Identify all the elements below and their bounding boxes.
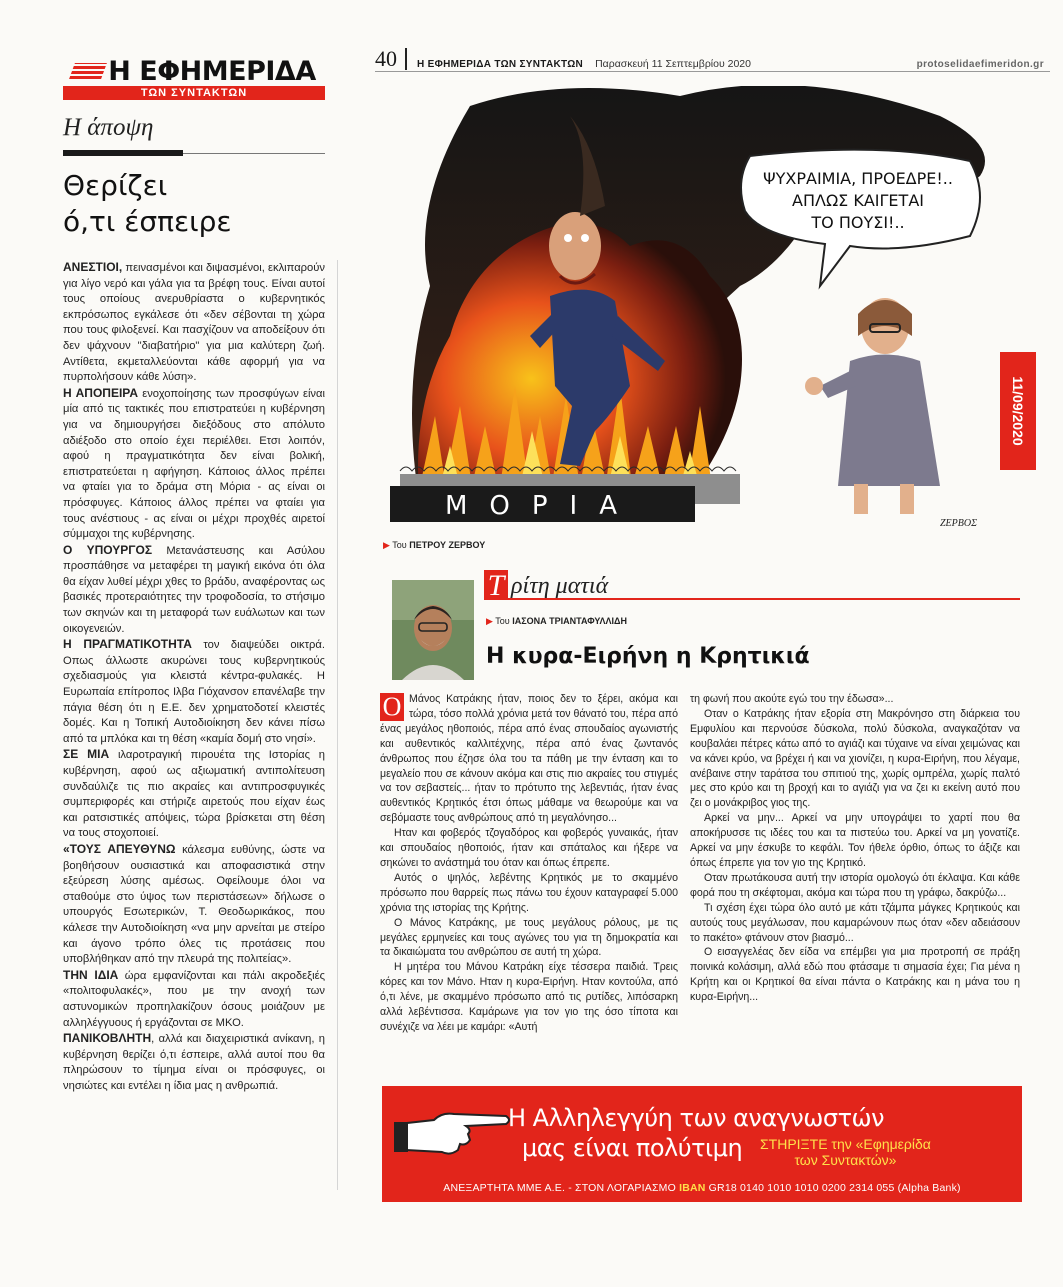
article-paragraph: Η μητέρα του Μάνου Κατράκη είχε τέσσερα παιδιά. Τρεις κόρες και τον Μάνο. Ηταν η κυρα-Ειρήνη. Ηταν κοντούλα, από ό,τι λένε, με σκαμμένο πρόσωπο από τις ρυτίδες, λιπόσαρκη αλλά λεβέντισσα. Καμάρωνε για τον γιο της όσο τίποτα και συνέχιζε να λέει με καμάρι: «Αυτή	[380, 961, 678, 1033]
editorial-paragraph: ΑΝΕΣΤΙΟΙ, πεινασμένοι και διψασμένοι, εκλιπαρούν για λίγο νερό και γάλα για τα βρέφη τους. Είναι αυτοί τους οποίους ανερυθρίαστα ο κυβερνητικός εκπρόσωπος εγκάλεσε ότι «δεν σέβονται τη χώρα που τους φιλοξενεί. Και πασχίζουν να αποδείξουν ότι δεν ψάχνουν "διαβατήριο" για μια καλύτερη ζωή. Αντίθετα, εκμεταλλεύονται κάθε αφορμή για να πυρπολήσουν κάθε λύση».	[63, 260, 325, 384]
article-paragraph: Αυτός ο ψηλός, λεβέντης Κρητικός με το σκαμμένο πρόσωπο που θαρρείς πως πάνω του έχουν καταγραφεί 5.000 χρόνια της ιστορίας της Κρήτης.	[380, 871, 678, 914]
editorial-paragraph: Ο ΥΠΟΥΡΓΟΣ Μετανάστευσης και Ασύλου προσπάθησε να μεταφέρει τη μαγική εικόνα ότι όλα θα είχαν λυθεί μέχρι χθες το βράδυ, αναφέροντας ως βασικές προτεραιότητες την τροφοδοσία, το στήσιμο των σκηνών και τη μεταφορά των ευάλωτων και των οικογενειών.	[63, 542, 325, 635]
iban-label: IBAN	[679, 1182, 706, 1194]
editorial-paragraph: ΤΗΝ ΙΔΙΑ ώρα εμφανίζονται και πάλι ακροδεξιές «πολιτοφυλακές», που με την ανοχή των αστυνομικών προπηλακίζουν όσους μοιάζουν με αλληλέγγυους ή εργάζονται σε ΜΚΟ.	[63, 967, 325, 1029]
solidarity-ad[interactable]	[382, 1086, 1022, 1202]
logo-stripes-icon	[69, 63, 107, 79]
article-paragraph: Τι σχέση έχει τώρα όλο αυτό με κάτι τζάμπα μάγκες Κρητικούς και αυτούς τους μεγάλωσαν, που καμαρώνουν πως όταν «δεν αδειάσουν το πακέτο» φτάνουν στον βιασμό...	[690, 901, 1020, 944]
newspaper-logo	[63, 56, 325, 100]
editorial-paragraph: Η ΑΠΟΠΕΙΡΑ ενοχοποίησης των προσφύγων είναι μία από τις τακτικές που επιστρατεύει η κυβέρνηση για να δημιουργήσει διεξόδους στο απόλυτο αδιέξοδο στο οποίο έχει περιέλθει. Ετσι λοιπόν, αφού η πραγματικότητα δεν είναι βολική, επιστρατεύεται η αφήγηση. Κάποιος άλλος πρέπει να φταίει για το δράμα στη Μόρια - ας είναι οι πρόσφυγες. Κάποιος άλλος πρέπει να φταίει για τους ανέστιους - ας είναι οι μέχρι προχθές αιρετοί σύμμαχοι της κυβέρνησης.	[63, 385, 325, 541]
column-byline: ▶ Του ΙΑΣΟΝΑ ΤΡΙΑΝΤΑΦΥΛΛΙΔΗ	[486, 616, 628, 626]
speech-line-2: ΑΠΛΩΣ ΚΑΙΓΕΤΑΙ	[792, 191, 924, 210]
article-column-2	[690, 692, 1020, 1005]
article-paragraph: Αρκεί να μην... Αρκεί να μην υπογράψει το χαρτί που θα αποκήρυσσε τις ιδέες του και τα πιστεύω του. Αρκεί να μη γονατίζε. Αρκεί να μην έσκυβε το κεφάλι. Τον ήθελε όρθιο, όπως το άξιζε και όπως έπρεπε για τον γιο της Κρητικό.	[690, 812, 1020, 869]
author-photo	[392, 580, 474, 680]
column-divider	[337, 260, 338, 1190]
ad-headline-1: Η Αλληλεγγύη των αναγνωστών	[508, 1104, 885, 1132]
section-label: Η άποψη	[63, 114, 154, 141]
issue-date: Παρασκευή 11 Σεπτεμβρίου 2020	[595, 58, 751, 70]
page-number: 40	[375, 48, 407, 70]
article-paragraph: Ο Μάνος Κατράκης ήταν, ποιος δεν το ξέρει, ακόμα και τώρα, τόσο πολλά χρόνια μετά τον θάνατό του, πέρα από ένας μεγάλος ηθοποιός, πέρα από ένας σπουδαίος αγωνιστής και αυθεντικός καλλιτέχνης, πέρα από ένας ζωντανός άνθρωπος που έζησε όλα του τα πάθη με την ένταση και το μεγαλείο που σε κάνουν ακόμα και στις πιο ακραίες του στιγμές να τον σεβαστείς... ήταν το πρότυπο της λεβεντιάς, ήταν ένας αυθεντικός Κρητικός έτσι όπως μάθαμε να θεωρούμε και να σεβόμαστε τους ανθρώπους από τη μεγαλόνησο...	[380, 692, 678, 825]
source-watermark: protoselidaefimeridon.gr	[916, 59, 1044, 70]
column-title: Η κυρα-Ειρήνη η Κρητικιά	[486, 644, 810, 669]
header-rule	[375, 71, 1050, 72]
article-paragraph: Οταν ο Κατράκης ήταν εξορία στη Μακρόνησο στη διάρκεια του Εμφυλίου και περνούσε δύσκολα, πολύ δύσκολα, αναγκαζόταν να κουβαλάει πέτρες κάτω από το αγιάζι και τύχαινε να είναι χειμώνας και να κάνει κρύο, να βρέχει ή και να χιονίζει, η κυρα-Ειρήνη, που λέγαμε, ανέβαινε στην ταράτσα του σπιτιού της, χωρίς ομπρέλα, χωρίς παλτό μες στο κρύο και τη βροχή και το αγιάζι για να ζει κι εκείνη αυτό που ζει ο μονάκριβος γιος της.	[690, 707, 1020, 810]
triangle-bullet-icon: ▶	[486, 616, 493, 626]
editorial-body	[63, 260, 325, 1094]
article-paragraph: Ηταν και φοβερός τζογαδόρος και φοβερός γυναικάς, ήταν και σπουδαίος ηθοποιός, ήταν και σπάταλος και ήξερε να σηκώνει το ανάστημά του όταν και όπως έπρεπε.	[380, 827, 678, 869]
page-header	[375, 44, 1050, 70]
article-paragraph: τη φωνή που ακούτε εγώ του την έδωσα»...	[690, 693, 894, 705]
section-rule	[63, 150, 325, 156]
dropcap: Ο	[380, 693, 404, 721]
editorial-paragraph: ΣΕ ΜΙΑ ιλαροτραγική πιρουέτα της Ιστορίας η κυβέρνηση, αφού ως αξιωματική αντιπολίτευση συνδαύλιζε τις πιο ακραίες και αντιπροσφυγικές συμπεριφορές και στήριζε αιρετούς που είχαν έως και ρατσιστικές απόψεις, τώρα βρίσκεται στη θέση να τους στοχοποιεί.	[63, 747, 325, 840]
iban-number: GR18 0140 1010 1010 0200 2314 055	[708, 1182, 895, 1194]
column-name: ρίτη ματιά	[511, 573, 609, 599]
triangle-bullet-icon: ▶	[383, 540, 390, 550]
header-paper-name: Η ΕΦΗΜΕΡΙΔΑ ΤΩΝ ΣΥΝΤΑΚΤΩΝ	[417, 59, 584, 70]
logo-title: Η ΕΦΗΜΕΡΙΔΑ	[108, 55, 316, 87]
logo-subtitle: ΤΩΝ ΣΥΝΤΑΚΤΩΝ	[63, 86, 325, 100]
editorial-headline	[63, 168, 325, 240]
moria-sign: ΜΟΡΙΑ	[444, 491, 640, 521]
column-header	[484, 570, 1020, 600]
bank-name: (Alpha Bank)	[897, 1182, 961, 1194]
speech-bubble	[741, 150, 980, 286]
editorial-paragraph: Η ΠΡΑΓΜΑΤΙΚΟΤΗΤΑ τον διαψεύδει οικτρά. Οπως άλλωστε ακυρώνει τους κυβερνητικούς σχεδιασμούς για κλειστά κέντρα-φυλακές. Η Ευρωπαία επίτροπος Ιλβα Γιόχανσον επανέλαβε την πάγια θέση ότι η Ε.Ε. δεν χρηματοδοτεί κλειστές δομές. Και η Τοπική Αυτοδιοίκηση δεν κάνει πίσω από τα μπλόκα και τη θέση «καμία δομή στο νησί».	[63, 637, 325, 745]
date-side-tab: 11/09/2020	[1000, 352, 1036, 470]
article-column-1	[380, 692, 678, 1035]
article-paragraph: Ο Μάνος Κατράκης, με τους μεγάλους ρόλους, με τις μεγάλες ερμηνείες και τους αγώνες του για τη δημοκρατία και τα δικαιώματα του ανθρώπου σε αυτή τη χώρα.	[380, 916, 678, 959]
woman-figure	[805, 298, 940, 514]
political-cartoon	[380, 86, 1020, 531]
speech-line-3: ΤΟ ΠΟΥΣΙ!..	[811, 213, 905, 232]
headline-line-2: ό,τι έσπειρε	[63, 205, 232, 238]
editorial-column	[63, 56, 325, 1094]
headline-line-1: Θερίζει	[63, 169, 168, 202]
article-paragraph: Οταν πρωτάκουσα αυτή την ιστορία ομολογώ ότι έκλαψα. Και κάθε φορά που τη σκέφτομαι, ακόμα και τώρα που τη γράφω, δακρύζω...	[690, 871, 1020, 899]
pointing-hand-icon	[394, 1094, 514, 1164]
ad-bank-details: ΑΝΕΞΑΡΤΗΤΑ ΜΜΕ Α.Ε. - ΣΤΟΝ ΛΟΓΑΡΙΑΣΜΟ IBAN GR18 0140 1010 1010 0200 2314 055 (Alpha Bank)	[443, 1182, 961, 1194]
column-initial: Τ	[484, 570, 508, 598]
article-paragraph: Ο εισαγγελέας δεν είδα να επέμβει για μια προτροπή σε πράξη ποινικά κολάσιμη, αλλά εδώ που φτάσαμε τι σημασία έχει; Για μένα η Κρήτη και οι Κρητικοί θα είναι πάντα ο Κατράκης και η μάνα του η κυρα-Ειρήνη...	[690, 946, 1020, 1004]
cartoon-credit: ▶ Του ΠΕΤΡΟΥ ΖΕΡΒΟΥ	[383, 540, 486, 550]
editorial-paragraph: ΠΑΝΙΚΟΒΛΗΤΗ, αλλά και διαχειριστικά ανίκανη, η κυβέρνηση θερίζει ό,τι έσπειρε, αλλά αυτοί που θα πληρώσουν το τίμημα είναι οι πρόσφυγες, οι νησιώτες και εντέλει η ίδια μας η ανθρωπιά.	[63, 1031, 325, 1092]
editorial-paragraph: «ΤΟΥΣ ΑΠΕΥΘΥΝΩ κάλεσμα ευθύνης, ώστε να βοηθήσουν ουσιαστικά και αποφασιστικά στην εξεύρεση λύσης αμέσως. Οφείλουμε όλοι να σταθούμε στο ύψος των περιστάσεων» δήλωσε ο υπουργός Εσωτερικών, Τ. Θεοδωρικάκος, που κάλεσε την Αυτοδιοίκηση «να μην αρνείται με στείρο και άγονο τρόπο όλες τις προτάσεις που υποβλήθηκαν από την πλευρά της πολιτείας».	[63, 841, 325, 966]
ad-headline-2: μας είναι πολύτιμη	[522, 1134, 743, 1162]
cartoonist-signature: ΖΕΡΒΟΣ	[940, 518, 978, 529]
ad-support-text: ΣΤΗΡΙΞΤΕ την «Εφημερίδα των Συντακτών»	[760, 1136, 931, 1168]
speech-line-1: ΨΥΧΡΑΙΜΙΑ, ΠΡΟΕΔΡΕ!..	[763, 169, 953, 188]
